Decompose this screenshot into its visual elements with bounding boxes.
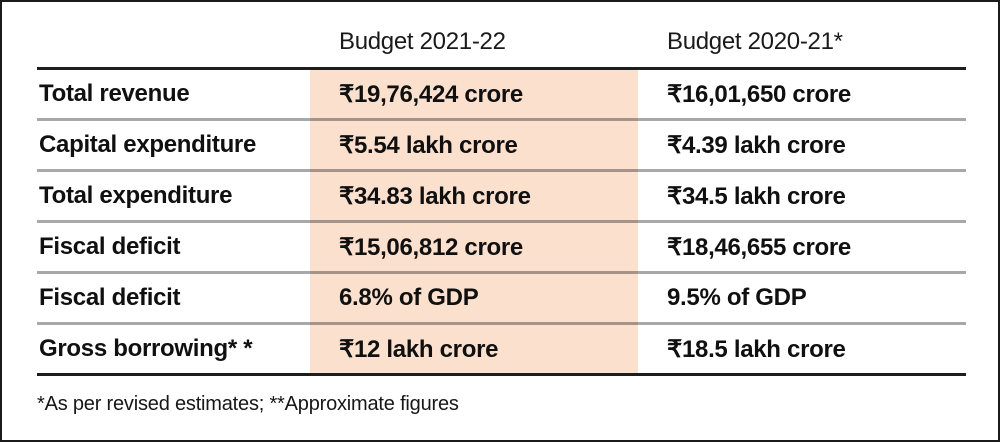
table-row (37, 70, 966, 121)
value-cell: ₹34.83 lakh crore (339, 182, 531, 210)
row-label: Gross borrowing* * (39, 335, 253, 362)
value-cell: ₹19,76,424 crore (339, 80, 523, 108)
row-label: Total revenue (39, 80, 190, 107)
row-label: Fiscal deficit (39, 284, 181, 311)
column-header-2020-21: Budget 2020-21* (667, 28, 843, 55)
value-cell: ₹18,46,655 crore (667, 233, 851, 261)
table-row (37, 325, 966, 376)
value-cell: 9.5% of GDP (667, 284, 807, 311)
value-cell: ₹15,06,812 crore (339, 233, 523, 261)
value-cell: ₹5.54 lakh crore (339, 131, 518, 159)
footnote: *As per revised estimates; **Approximate figures (37, 393, 459, 415)
table-row (37, 274, 966, 325)
row-label: Fiscal deficit (39, 233, 181, 260)
table-header-row (37, 2, 966, 70)
value-cell: ₹4.39 lakh crore (667, 131, 846, 159)
column-header-2021-22: Budget 2021-22 (339, 28, 506, 55)
row-label: Capital expenditure (39, 131, 257, 158)
table-row (37, 223, 966, 274)
value-cell: ₹12 lakh crore (339, 335, 499, 363)
value-cell: ₹16,01,650 crore (667, 80, 851, 108)
row-label: Total expenditure (39, 182, 233, 209)
table-row (37, 121, 966, 172)
table-row (37, 172, 966, 223)
value-cell: ₹34.5 lakh crore (667, 182, 846, 210)
value-cell: ₹18.5 lakh crore (667, 335, 846, 363)
table-content (37, 2, 966, 416)
value-cell: 6.8% of GDP (339, 284, 479, 311)
